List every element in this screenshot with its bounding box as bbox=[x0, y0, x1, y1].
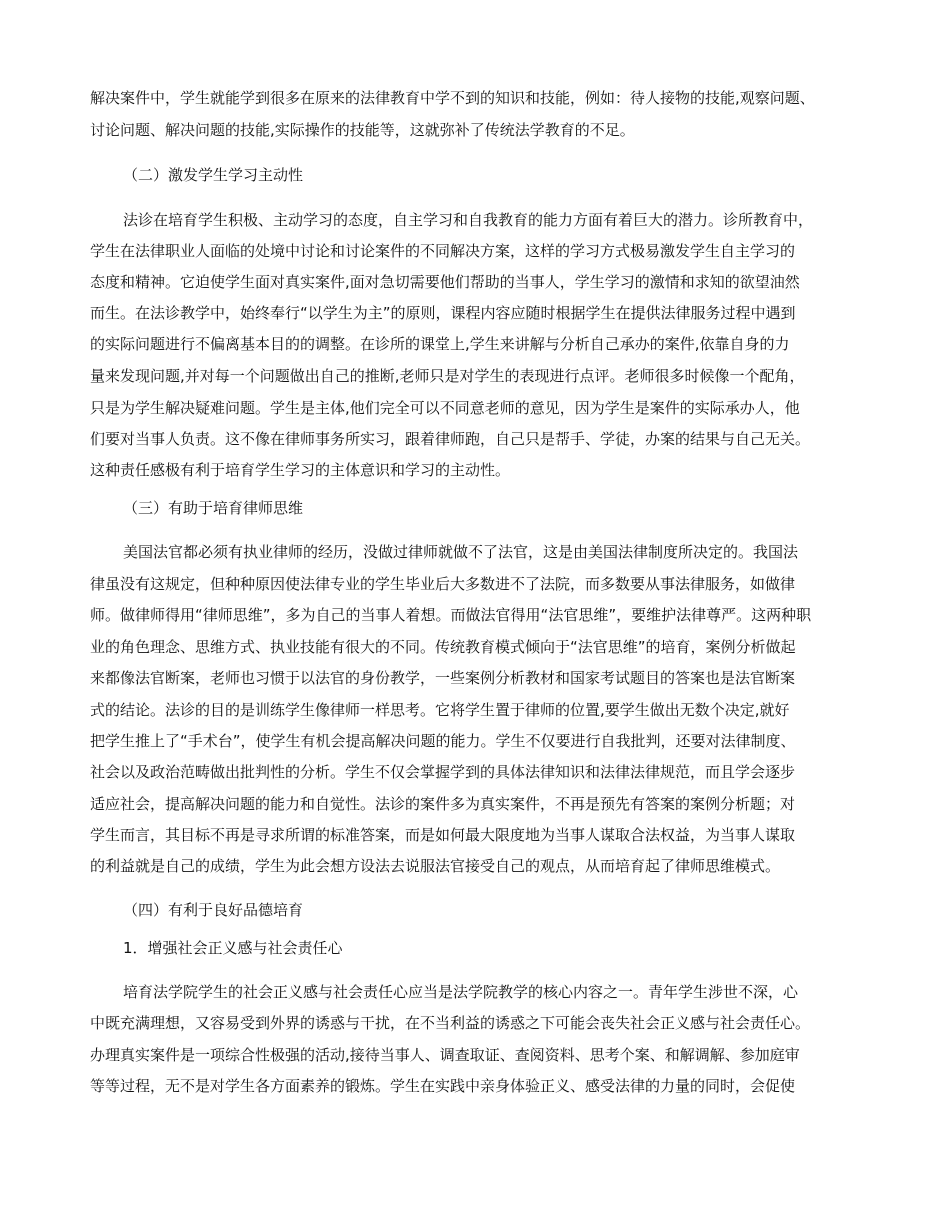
text-line: 把学生推上了“手术台”，使学生有机会提高解决问题的能力。学生不仅要进行自我批判，还要对法律制度、 bbox=[90, 732, 796, 750]
text-line: 律虽没有这规定，但种种原因使法律专业的学生毕业后大多数进不了法院，而多数要从事法律服务，如做律 bbox=[90, 575, 796, 593]
text-line: 解决案件中，学生就能学到很多在原来的法律教育中学不到的知识和技能，例如：待人接物的技能,观察问题、 bbox=[90, 89, 815, 107]
text-line: 们要对当事人负责。这不像在律师事务所实习，跟着律师跑，自己只是帮手、学徒，办案的结果与自己无关。 bbox=[90, 430, 811, 448]
text-line: 美国法官都必须有执业律师的经历，没做过律师就做不了法官，这是由美国法律制度所决定的。我国法 bbox=[123, 543, 799, 561]
text-line: 法诊在培育学生积极、主动学习的态度，自主学习和自我教育的能力方面有着巨大的潜力。诊所教育中， bbox=[123, 211, 814, 229]
text-line: 适应社会，提高解决问题的能力和自觉性。法诊的案件多为真实案件，不再是预先有答案的案例分析题；对 bbox=[90, 795, 796, 813]
text-line: 的实际问题进行不偏离基本目的的调整。在诊所的课堂上,学生来讲解与分析自己承办的案件,依靠自身的力 bbox=[90, 335, 790, 353]
text-line: 培育法学院学生的社会正义感与社会责任心应当是法学院教学的核心内容之一。青年学生涉世不深，心 bbox=[123, 983, 799, 1001]
text-line: 等等过程，无不是对学生各方面素养的锻炼。学生在实践中亲身体验正义、感受法律的力量的同时，会促使 bbox=[90, 1077, 796, 1095]
text-line: 这种责任感极有利于培育学生学习的主体意识和学习的主动性。 bbox=[90, 461, 511, 479]
text-line: 学生在法律职业人面临的处境中讨论和讨论案件的不同解决方案，这样的学习方式极易激发学生自主学习的 bbox=[90, 242, 796, 260]
text-line: 只是为学生解决疑难问题。学生是主体,他们完全可以不同意老师的意见，因为学生是案件的实际承办人，他 bbox=[90, 399, 800, 417]
subsection-heading: 1．增强社会正义感与社会责任心 bbox=[123, 939, 343, 957]
text-line: 态度和精神。它迫使学生面对真实案件,面对急切需要他们帮助的当事人，学生学习的激情和求知的欲望油然 bbox=[90, 273, 800, 291]
text-line: 社会以及政治范畴做出批判性的分析。学生不仅会掌握学到的具体法律知识和法律法律规范，而且学会逐步 bbox=[90, 763, 796, 781]
text-line: 业的角色理念、思维方式、执业技能有很大的不同。传统教育模式倾向于“法官思维”的培育，案例分析做起 bbox=[90, 638, 796, 656]
text-line: 办理真实案件是一项综合性极强的活动,接待当事人、调查取证、查阅资料、思考个案、和解调解、参加庭审 bbox=[90, 1046, 800, 1064]
section-heading: （三）有助于培育律师思维 bbox=[123, 499, 304, 517]
text-line: 师。做律师得用“律师思维”，多为自己的当事人着想。而做法官得用“法官思维”，要维护法律尊严。这两种职 bbox=[90, 606, 812, 624]
text-line: 式的结论。法诊的目的是训练学生像律师一样思考。它将学生置于律师的位置,要学生做出无数个决定,就好 bbox=[90, 701, 790, 719]
section-heading: （二）激发学生学习主动性 bbox=[123, 166, 304, 184]
text-line: 学生而言，其目标不再是寻求所谓的标准答案，而是如何最大限度地为当事人谋取合法权益，为当事人谋取 bbox=[90, 826, 796, 844]
text-line: 而生。在法诊教学中，始终奉行“以学生为主”的原则，课程内容应随时根据学生在提供法律服务过程中遇到 bbox=[90, 304, 796, 322]
text-line: 中既充满理想，又容易受到外界的诱惑与干扰，在不当利益的诱惑之下可能会丧失社会正义感与社会责任心。 bbox=[90, 1014, 811, 1032]
text-line: 讨论问题、解决问题的技能,实际操作的技能等，这就弥补了传统法学教育的不足。 bbox=[90, 121, 635, 139]
text-line: 来都像法官断案，老师也习惯于以法官的身份教学，一些案例分析教材和国家考试题目的答案也是法官断案 bbox=[90, 669, 796, 687]
text-line: 量来发现问题,并对每一个问题做出自己的推断,老师只是对学生的表现进行点评。老师很多时候像一个配角， bbox=[90, 367, 805, 385]
text-line: 的利益就是自己的成绩，学生为此会想方设法去说服法官接受自己的观点，从而培育起了律师思维模式。 bbox=[90, 857, 781, 875]
section-heading: （四）有利于良好品德培育 bbox=[123, 901, 304, 919]
